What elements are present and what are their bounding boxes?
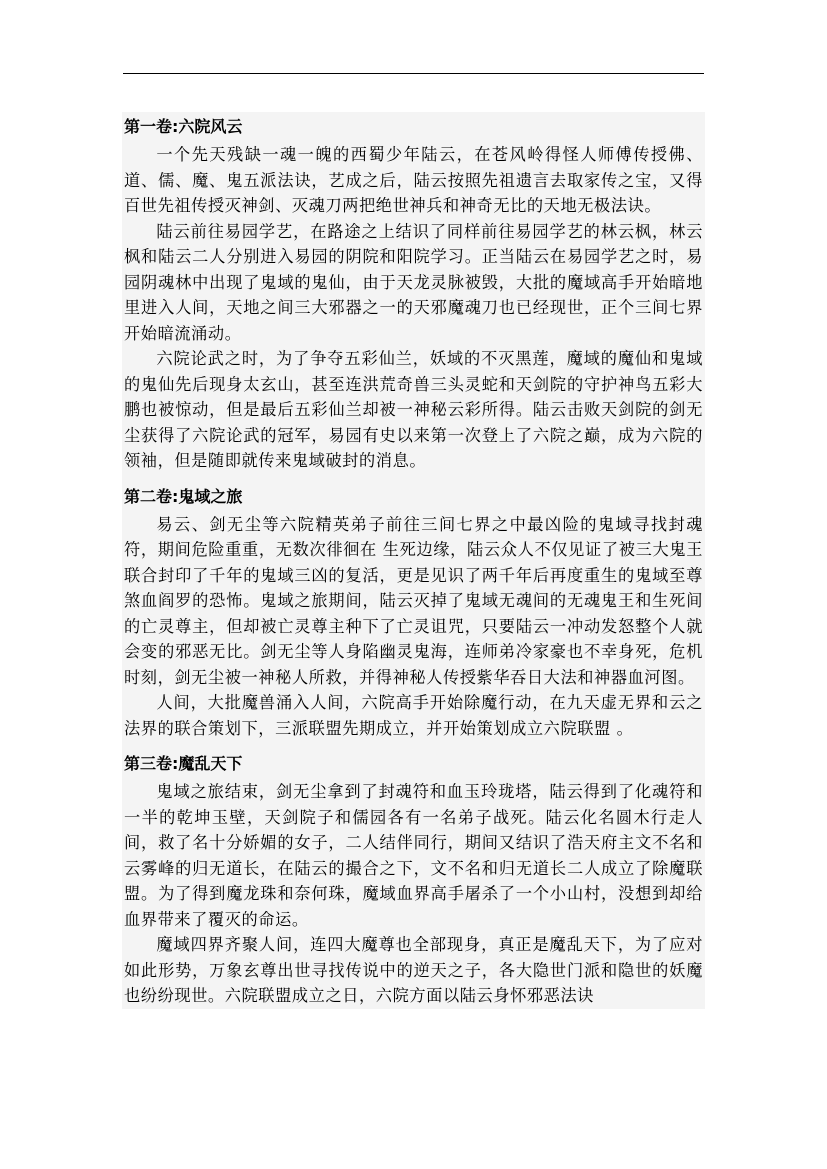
volume-title: 第二卷:鬼域之旅 [124,486,243,506]
paragraph: 魔域四界齐聚人间，连四大魔尊也全部现身，真正是魔乱天下，为了应对如此形势，万象玄尊出世寻找传说中的逆天之子，各大隐世门派和隐世的妖魔也纷纷现世。六院联盟成立之日，六院方面以陆云身怀邪恶法诀 [124,935,703,1005]
paragraph: 易云、剑无尘等六院精英弟子前往三间七界之中最凶险的鬼域寻找封魂符，期间危险重重，无数次徘徊在 生死边缘，陆云众人不仅见证了被三大鬼王联合封印了千年的鬼域三凶的复活，更是见识了两千年后再度重生的鬼域至尊煞血阎罗的恐怖。鬼域之旅期间，陆云灭掉了鬼域无魂间的无魂鬼王和生死间的亡灵尊主，但却被亡灵尊主种下了亡灵诅咒，只要陆云一冲动发怒整个人就会变的邪恶无比。剑无尘等人身陷幽灵鬼海，连师弟冷家豪也不幸身死，危机时刻，剑无尘被一神秘人所救，并得神秘人传授紫华吞日大法和神器血河图。 [124,514,703,687]
volume-3 [124,749,703,1009]
header-rule [123,73,704,74]
paragraph: 人间，大批魔兽涌入人间，六院高手开始除魔行动，在九天虚无界和云之法界的联合策划下，三派联盟先期成立，并开始策划成立六院联盟 。 [124,693,703,738]
paragraph: 陆云前往易园学艺，在路途之上结识了同样前往易园学艺的林云枫，林云枫和陆云二人分别进入易园的阴院和阳院学习。正当陆云在易园学艺之时，易园阴魂林中出现了鬼域的鬼仙，由于天龙灵脉被毁，大批的魔域高手开始暗地里进入人间，天地之间三大邪器之一的天邪魔魂刀也已经现世，正个三间七界开始暗流涌动。 [124,221,703,343]
paragraph: 鬼域之旅结束，剑无尘拿到了封魂符和血玉玲珑塔，陆云得到了化魂符和一半的乾坤玉壁，天剑院子和儒园各有一名弟子战死。陆云化名圆木行走人间，救了名十分娇媚的女子，二人结伴同行，期间又结识了浩天府主文不名和云雾峰的归无道长，在陆云的撮合之下，文不名和归无道长二人成立了除魔联盟。为了得到魔龙珠和奈何珠，魔域血界高手屠杀了一个小山村，没想到却给血界带来了覆灭的命运。 [124,782,703,929]
volume-2 [124,482,703,742]
paragraph: 六院论武之时，为了争夺五彩仙兰，妖域的不灭黑莲，魔域的魔仙和鬼域的鬼仙先后现身太玄山，甚至连洪荒奇兽三头灵蛇和天剑院的守护神鸟五彩大鹏也被惊动，但是最后五彩仙兰却被一神秘云彩所得。陆云击败天剑院的剑无尘获得了六院论武的冠军，易园有史以来第一次登上了六院之巅，成为六院的领袖，但是随即就传来鬼域破封的消息。 [124,349,703,470]
volume-title: 第一卷:六院风云 [124,117,243,136]
paragraph: 一个先天残缺一魂一魄的西蜀少年陆云，在苍风岭得怪人师傅传授佛、道、儒、魔、鬼五派法诀，艺成之后，陆云按照先祖遗言去取家传之宝，又得百世先祖传授灭神剑、灭魂刀两把绝世神兵和神奇无比的天地无极法诀。 [124,145,703,215]
document-body [122,112,705,1009]
volume-1 [124,112,703,474]
volume-title: 第三卷:魔乱天下 [124,754,243,773]
